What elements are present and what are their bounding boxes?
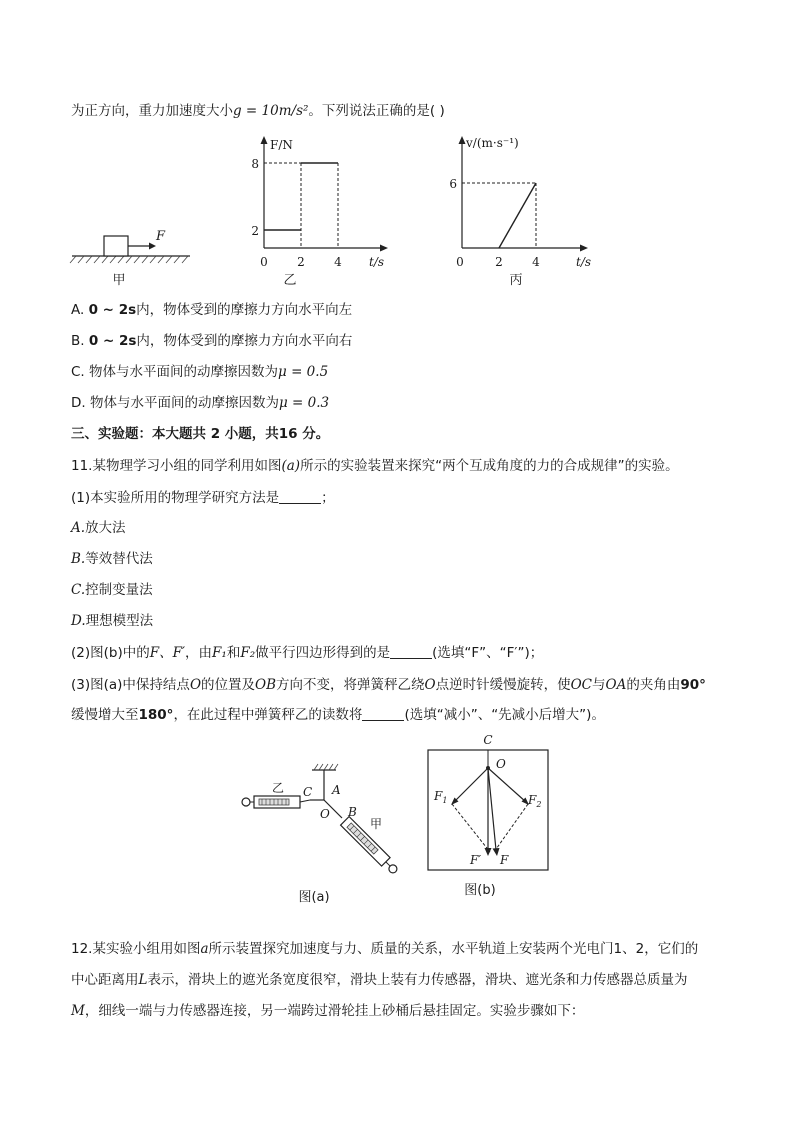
answer-blank-2[interactable]	[390, 644, 432, 659]
y-tick-8: 8	[251, 157, 259, 171]
choice-c[interactable]: C.控制变量法	[71, 582, 153, 598]
label-O: O	[320, 807, 330, 821]
x-axis-label: t/s	[369, 255, 385, 269]
figure-bing-vt-graph	[438, 132, 608, 288]
label-F1: $F_1$	[434, 789, 448, 805]
x-tick-2: 2	[495, 255, 503, 269]
choice-b[interactable]: B.等效替代法	[71, 551, 153, 567]
caption-jia: 甲	[112, 273, 126, 288]
x-tick-4: 4	[532, 255, 540, 269]
choice-d[interactable]: D.理想模型法	[71, 613, 154, 629]
option-a[interactable]: A. 0 ~ 2s内，物体受到的摩擦力方向水平向左	[71, 302, 353, 318]
x-tick-4: 4	[334, 255, 342, 269]
label-A: A	[332, 783, 341, 797]
option-d[interactable]: D. 物体与水平面间的动摩擦因数为μ = 0.3	[71, 395, 330, 411]
q12-line2: 中心距离用L表示，滑块上的遮光条宽度很窄，滑块上装有力传感器，滑块、遮光条和力传感器总质量为	[71, 972, 688, 988]
label-C: C	[483, 733, 493, 747]
q11-part3-line2: 缓慢增大至180°，在此过程中弹簧秤乙的读数将 (选填“减小”、“先减小后增大”)。	[71, 707, 605, 723]
choice-a[interactable]: A.放大法	[71, 520, 126, 536]
option-b[interactable]: B. 0 ~ 2s内，物体受到的摩擦力方向水平向右	[71, 333, 353, 349]
caption-fig-a: 图(a)	[298, 890, 330, 905]
origin-label: 0	[260, 255, 268, 269]
label-F-prime: F′	[470, 853, 482, 867]
q11-stem: 11.某物理学习小组的同学利用如图(a)所示的实验装置来探究“两个互成角度的力的合成规律”的实验。	[71, 458, 679, 474]
caption-yi: 乙	[283, 273, 297, 288]
q11-part1: (1)本实验所用的物理学研究方法是 ；	[71, 490, 335, 506]
figure-b-force-diagram	[420, 728, 560, 908]
y-tick-2: 2	[251, 224, 259, 238]
x-axis-label: t/s	[576, 255, 592, 269]
velocity-line	[499, 183, 536, 248]
figure-yi-ft-graph	[240, 132, 400, 288]
y-axis-label: F/N	[270, 138, 293, 152]
q12-line3: M，细线一端与力传感器连接，另一端跨过滑轮挂上砂桶后悬挂固定。实验步骤如下：	[71, 1003, 585, 1019]
q11-part2: (2)图(b)中的F、F′，由F₁和F₂做平行四边形得到的是 (选填“F”、“F′”)；	[71, 645, 544, 661]
q10-stem: 为正方向，重力加速度大小g = 10m/s²。下列说法正确的是( )	[71, 103, 445, 119]
caption-bing: 丙	[509, 273, 523, 288]
block	[104, 236, 128, 256]
answer-blank-3[interactable]	[362, 706, 404, 721]
section-heading: 三、实验题：本大题共 2 小题，共16 分。	[71, 426, 330, 442]
force-label: F	[156, 229, 166, 244]
q11-part3-line1: (3)图(a)中保持结点O的位置及OB方向不变，将弹簧秤乙绕O点逆时针缓慢旋转，使OC与OA的夹角由90°	[71, 677, 706, 693]
label-F: F	[500, 853, 509, 867]
caption-fig-b: 图(b)	[464, 883, 496, 898]
origin-label: 0	[456, 255, 464, 269]
y-axis-label: v/(m·s⁻¹)	[466, 136, 519, 150]
label-yi: 乙	[272, 781, 285, 795]
label-F2: $F_2$	[528, 793, 542, 809]
option-c[interactable]: C. 物体与水平面间的动摩擦因数为μ = 0.5	[71, 364, 329, 380]
label-jia: 甲	[370, 817, 383, 831]
label-B: B	[348, 805, 357, 819]
y-tick-6: 6	[449, 177, 457, 191]
x-tick-2: 2	[297, 255, 305, 269]
q12-line1: 12.某实验小组用如图a所示装置探究加速度与力、质量的关系，水平轨道上安装两个光电门1、2，它们的	[71, 941, 699, 957]
label-O: O	[496, 757, 506, 771]
figure-jia	[66, 222, 196, 288]
answer-blank-1[interactable]	[279, 489, 321, 504]
spring-scale-yi	[242, 796, 310, 808]
label-C: C	[303, 785, 313, 799]
figure-a-apparatus	[232, 760, 412, 910]
